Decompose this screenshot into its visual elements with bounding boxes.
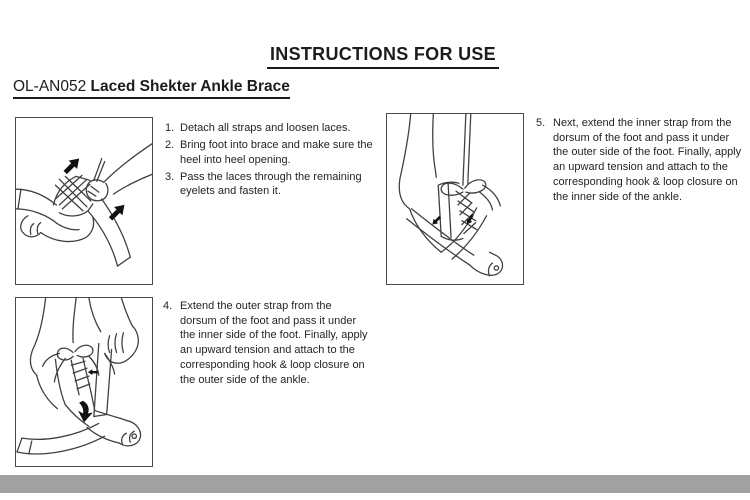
product-name: Laced Shekter Ankle Brace xyxy=(90,78,290,95)
step-item-3 xyxy=(165,170,383,199)
instruction-line: the outer side of the ankle. xyxy=(180,373,310,386)
step-number: 4. xyxy=(163,300,173,312)
step-item-2 xyxy=(165,138,383,167)
step-number: 1. xyxy=(165,122,175,134)
instruction-line: corresponding hook & loop closure on xyxy=(180,358,365,371)
instruction-line: an upward tension and attach to the xyxy=(180,344,355,357)
instruction-line: eyelets and fasten it. xyxy=(180,185,281,198)
hand-pulling-outer-strap-drawing xyxy=(16,298,152,466)
foot-lacing-with-pull-arrows-drawing xyxy=(16,118,152,284)
step-number: 2. xyxy=(165,139,175,152)
instruction-line: Detach all straps and loosen laces. xyxy=(180,122,351,134)
illustration-frame-outer-strap xyxy=(15,297,153,467)
step-5-block xyxy=(536,116,741,204)
instruction-line: Bring foot into brace and make sure the xyxy=(180,139,373,152)
illustration-frame-inner-strap xyxy=(386,113,524,285)
instruction-line: Next, extend the inner strap from the xyxy=(553,117,732,129)
title-row xyxy=(0,44,750,69)
page-title: INSTRUCTIONS FOR USE xyxy=(267,44,499,69)
product-code: OL-AN052 xyxy=(13,78,87,95)
inner-strap-wrapped-under-foot-drawing xyxy=(387,114,523,284)
step-number: 3. xyxy=(165,170,175,183)
instruction-line: Pass the laces through the remaining xyxy=(180,170,362,183)
steps-1-3-list xyxy=(165,121,383,201)
step-4-block xyxy=(163,299,368,387)
step-item-1 xyxy=(165,121,383,136)
instruction-line: dorsum of the foot and pass it under xyxy=(180,314,357,327)
instruction-line: Extend the outer strap from the xyxy=(180,300,332,312)
instruction-line: the inner side of the foot. Finally, apply xyxy=(180,329,368,342)
pull-up-arrow-icon xyxy=(61,154,83,176)
instruction-line: an upward tension and attach to the xyxy=(553,161,728,174)
footer-bar xyxy=(0,475,750,493)
instruction-line: corresponding hook & loop closure on xyxy=(553,175,738,188)
illustration-frame-lacing xyxy=(15,117,153,285)
product-heading xyxy=(13,78,290,99)
instruction-line: dorsum of the foot and pass it under xyxy=(553,131,730,144)
instruction-line: the inner side of the ankle. xyxy=(553,190,683,203)
instruction-line: the outer side of the foot. Finally, apply xyxy=(553,146,742,159)
step-number: 5. xyxy=(536,117,546,129)
instruction-line: heel into heel opening. xyxy=(180,153,291,166)
